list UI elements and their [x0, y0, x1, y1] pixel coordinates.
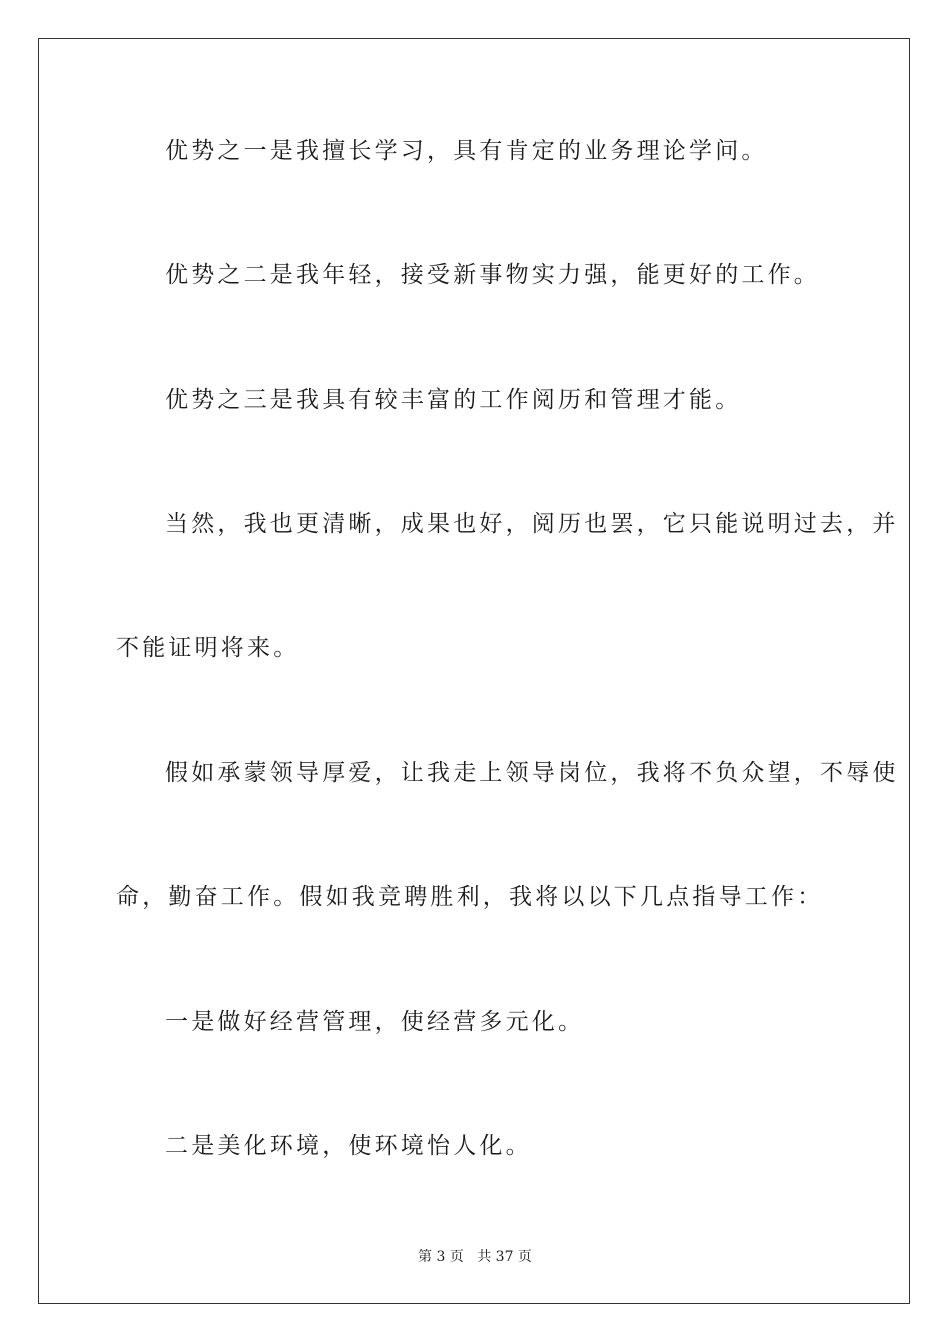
page-border — [38, 38, 910, 1304]
page-footer — [0, 1248, 950, 1266]
paragraph-if-line-2: 命，勤奋工作。假如我竞聘胜利，我将以以下几点指导工作： — [116, 884, 824, 910]
paragraph-of-course-line-1: 当然，我也更清晰，成果也好，阅历也罢，它只能说明过去，并 — [165, 511, 899, 537]
page-total-label: 共 37 页 — [477, 1249, 532, 1265]
paragraph-advantage-two: 优势之二是我年轻，接受新事物实力强，能更好的工作。 — [165, 262, 820, 288]
paragraph-point-one: 一是做好经营管理，使经营多元化。 — [165, 1009, 585, 1035]
paragraph-advantage-three: 优势之三是我具有较丰富的工作阅历和管理才能。 — [165, 387, 742, 413]
paragraph-advantage-one: 优势之一是我擅长学习，具有肯定的业务理论学问。 — [165, 138, 768, 164]
paragraph-point-two: 二是美化环境，使环境怡人化。 — [165, 1133, 532, 1159]
page-number-label: 第 3 页 — [418, 1249, 464, 1265]
paragraph-if-line-1: 假如承蒙领导厚爱，让我走上领导岗位，我将不负众望，不辱使 — [165, 760, 899, 786]
paragraph-of-course-line-2: 不能证明将来。 — [116, 635, 300, 661]
